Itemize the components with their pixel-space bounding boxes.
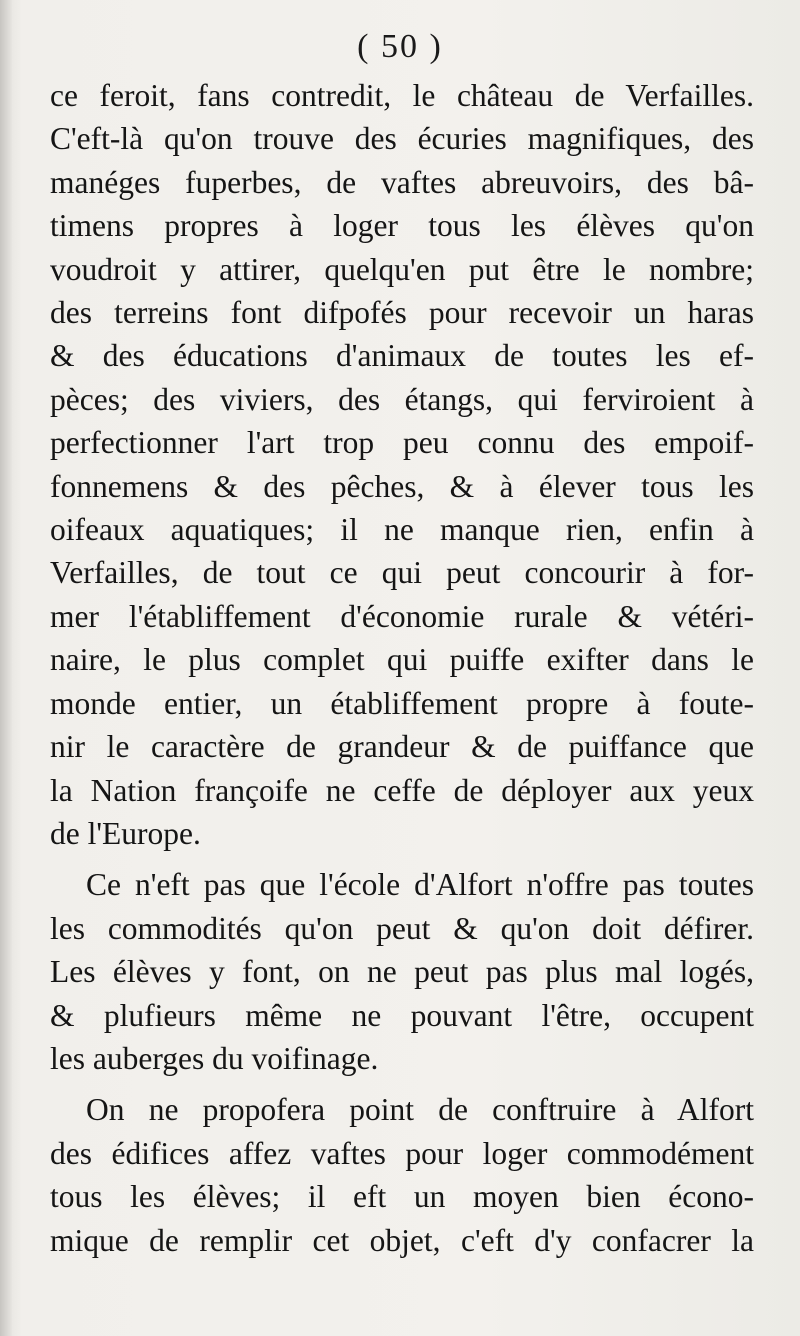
text-line: nir le caractère de grandeur & de puiffance que xyxy=(50,729,754,765)
text-line: voudroit y attirer, quelqu'en put être le nombre; xyxy=(50,251,754,287)
text-line: & plufieurs même ne pouvant l'être, occupent xyxy=(50,997,754,1033)
text-line: des terreins font difpofés pour recevoir un haras xyxy=(50,295,754,331)
text-line: pèces; des viviers, des étangs, qui ferviroient à xyxy=(50,381,754,417)
text-line: oifeaux aquatiques; il ne manque rien, enfin à xyxy=(50,512,754,548)
text-line: des édifices affez vaftes pour loger commodément xyxy=(50,1135,754,1171)
paragraph-gap xyxy=(50,855,754,863)
paragraph xyxy=(50,863,754,1080)
page-body-text xyxy=(50,74,754,1262)
paragraph-gap xyxy=(50,1080,754,1088)
text-line: de l'Europe. xyxy=(50,815,201,851)
paragraph xyxy=(50,74,754,855)
text-line: tous les élèves; il eft un moyen bien écono- xyxy=(50,1179,754,1215)
text-line: mer l'établiffement d'économie rurale & vétéri- xyxy=(50,598,754,634)
text-line: timens propres à loger tous les élèves qu'on xyxy=(50,208,754,244)
page-number: ( 50 ) xyxy=(357,28,443,65)
text-line: monde entier, un établiffement propre à foute- xyxy=(50,685,754,721)
text-line: la Nation françoife ne ceffe de déployer aux yeux xyxy=(50,772,754,808)
text-line: fonnemens & des pêches, & à élever tous les xyxy=(50,468,754,504)
text-line: & des éducations d'animaux de toutes les ef- xyxy=(50,338,754,374)
text-line: On ne propofera point de conftruire à Alfort xyxy=(86,1092,754,1128)
text-line: Ce n'eft pas que l'école d'Alfort n'offre pas toutes xyxy=(86,867,754,903)
text-line: ce feroit, fans contredit, le château de Verfailles. xyxy=(50,78,754,113)
text-line: Les élèves y font, on ne peut pas plus mal logés, xyxy=(50,954,754,990)
page-gutter-shadow xyxy=(0,0,12,1336)
text-line: les auberges du voifinage. xyxy=(50,1040,379,1076)
text-line: les commodités qu'on peut & qu'on doit défirer. xyxy=(50,910,754,946)
paragraph xyxy=(50,1088,754,1262)
text-line: Verfailles, de tout ce qui peut concourir à for- xyxy=(50,555,754,591)
text-line: C'eft-là qu'on trouve des écuries magnifiques, des xyxy=(50,121,754,157)
text-line: mique de remplir cet objet, c'eft d'y confacrer la xyxy=(50,1222,754,1258)
text-line: naire, le plus complet qui puiffe exifter dans le xyxy=(50,642,754,678)
text-line: manéges fuperbes, de vaftes abreuvoirs, des bâ- xyxy=(50,164,754,200)
text-line: perfectionner l'art trop peu connu des empoif- xyxy=(50,425,754,461)
